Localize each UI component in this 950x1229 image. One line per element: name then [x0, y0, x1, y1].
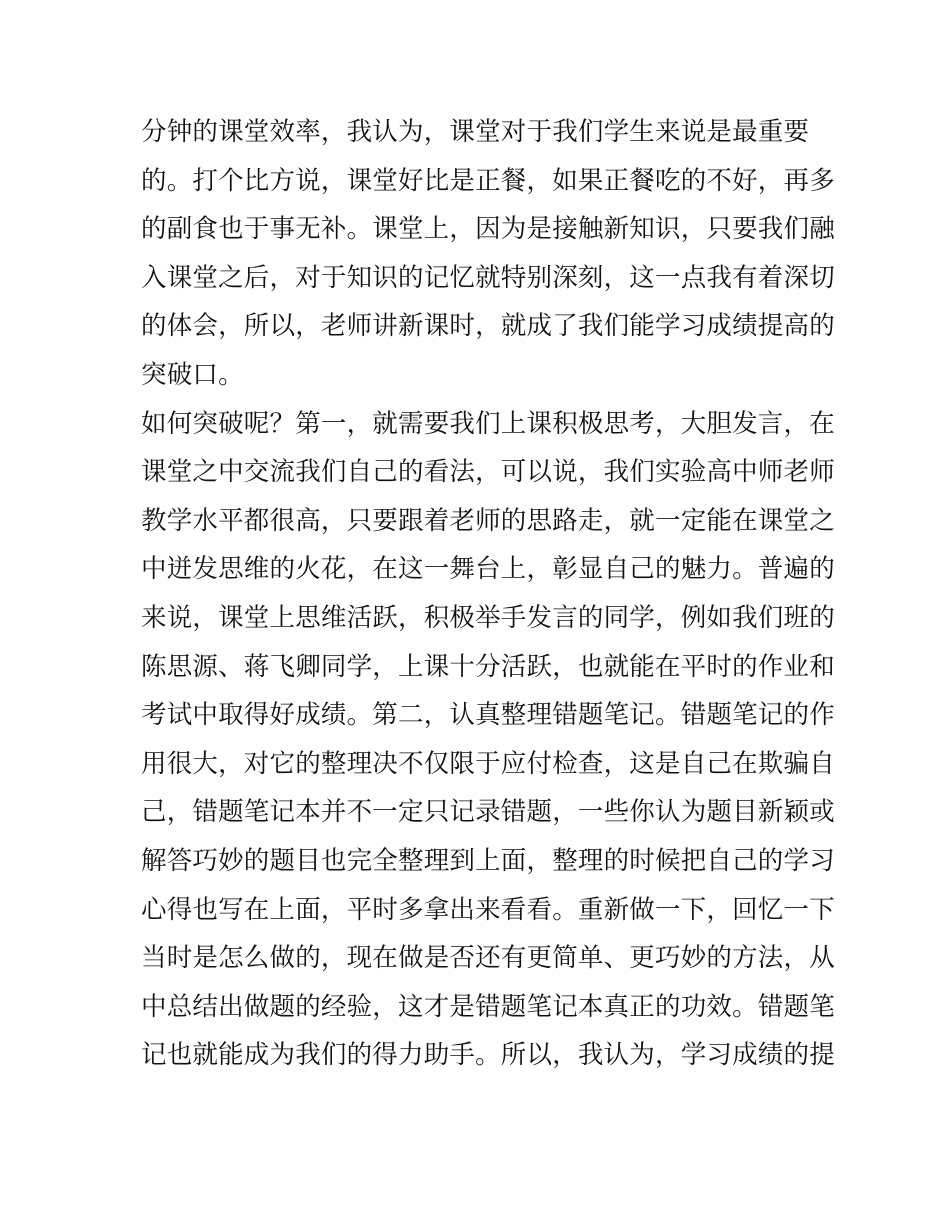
text-line: 突破口。 — [141, 359, 244, 390]
text-line: 课堂之中交流我们自己的看法，可以说，我们实验高中师老师 — [141, 457, 835, 488]
body-text — [141, 108, 835, 1080]
text-line: 的体会，所以，老师讲新课时，就成了我们能学习成绩提高的 — [141, 311, 835, 342]
text-line: 用很大，对它的整理决不仅限于应付检查，这是自己在欺骗自 — [141, 748, 835, 779]
text-line: 记也就能成为我们的得力助手。所以，我认为，学习成绩的提 — [141, 1040, 835, 1071]
text-line: 心得也写在上面，平时多拿出来看看。重新做一下，回忆一下 — [141, 894, 835, 925]
text-line: 陈思源、蒋飞卿同学，上课十分活跃，也就能在平时的作业和 — [141, 651, 835, 682]
text-line: 中总结出做题的经验，这才是错题笔记本真正的功效。错题笔 — [141, 991, 835, 1022]
text-line: 己，错题笔记本并不一定只记录错题，一些你认为题目新颖或 — [141, 797, 835, 828]
text-line: 来说，课堂上思维活跃，积极举手发言的同学，例如我们班的 — [141, 602, 835, 633]
text-line: 教学水平都很高，只要跟着老师的思路走，就一定能在课堂之 — [141, 505, 835, 536]
text-line: 当时是怎么做的，现在做是否还有更简单、更巧妙的方法，从 — [141, 943, 835, 974]
text-line: 如何突破呢？第一，就需要我们上课积极思考，大胆发言，在 — [141, 408, 835, 439]
text-line: 考试中取得好成绩。第二，认真整理错题笔记。错题笔记的作 — [141, 700, 835, 731]
text-line: 的。打个比方说，课堂好比是正餐，如果正餐吃的不好，再多 — [141, 165, 835, 196]
text-line: 入课堂之后，对于知识的记忆就特别深刻，这一点我有着深切 — [141, 262, 835, 293]
text-line: 中迸发思维的火花，在这一舞台上，彰显自己的魅力。普遍的 — [141, 554, 835, 585]
text-line: 分钟的课堂效率，我认为，课堂对于我们学生来说是最重要 — [141, 117, 810, 147]
text-line: 的副食也于事无补。课堂上，因为是接触新知识，只要我们融 — [141, 214, 835, 245]
text-line: 解答巧妙的题目也完全整理到上面，整理的时候把自己的学习 — [141, 845, 835, 876]
